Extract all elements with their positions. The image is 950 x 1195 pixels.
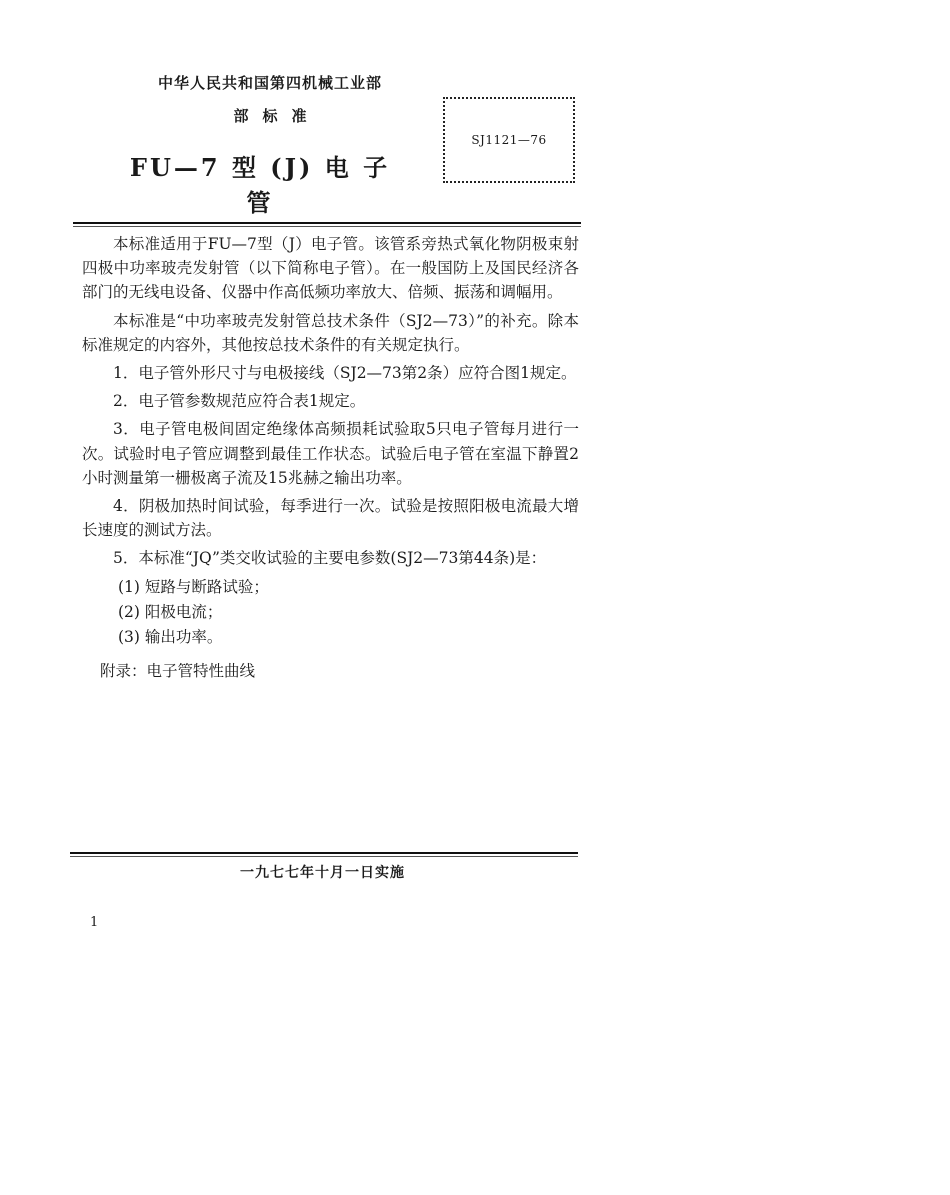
clause-5-item-1: (1) 短路与断路试验； [118,577,269,596]
clause-2: 2．电子管参数规范应符合表1规定。 [113,392,366,411]
standard-type: 部标准 [233,107,321,125]
standard-code: SJ1121—76 [471,133,547,147]
page-number: 1 [90,915,99,930]
issuing-ministry: 中华人民共和国第四机械工业部 [157,74,382,92]
top-divider-thin [73,226,581,227]
clause-4: 4．阴极加热时间试验，每季进行一次。试验是按照阳极电流最大增长速度的测试方法。 [82,497,579,540]
bottom-divider-thin [70,856,578,857]
paragraph-scope: 本标准适用于FU—7型（J）电子管。该管系旁热式氧化物阴极束射四极中功率玻壳发射管（以下简称电子管）。在一般国防上及国民经济各部门的无线电设备、仪器中作高低频功率放大、倍频、振荡和调幅用。 [82,235,579,302]
clause-3: 3．电子管电极间固定绝缘体高频损耗试验取5只电子管每月进行一次。试验时电子管应调整到最佳工作状态。试验后电子管在室温下静置2小时测量第一栅极离子流及15兆赫之输出功率。 [82,420,579,487]
bottom-divider [70,852,578,854]
standard-code-box [443,97,575,183]
paragraph-supplement: 本标准是“中功率玻壳发射管总技术条件（SJ2—73）”的补充。除本标准规定的内容外，其他按总技术条件的有关规定执行。 [82,311,579,354]
clause-5-item-3: (3) 输出功率。 [118,628,223,647]
top-divider [73,222,581,224]
clause-5: 5．本标准“JQ”类交收试验的主要电参数(SJ2—73第44条)是： [113,549,547,568]
appendix-note: 附录：电子管特性曲线 [100,662,256,681]
clause-1: 1．电子管外形尺寸与电极接线（SJ2—73第2条）应符合图1规定。 [113,364,577,383]
clause-5-item-2: (2) 阳极电流； [118,602,223,621]
document-title: FU—7 型 (J) 电 子 管 [129,153,391,217]
document-body [82,232,579,687]
effective-date: 一九七七年十月一日实施 [240,865,405,881]
